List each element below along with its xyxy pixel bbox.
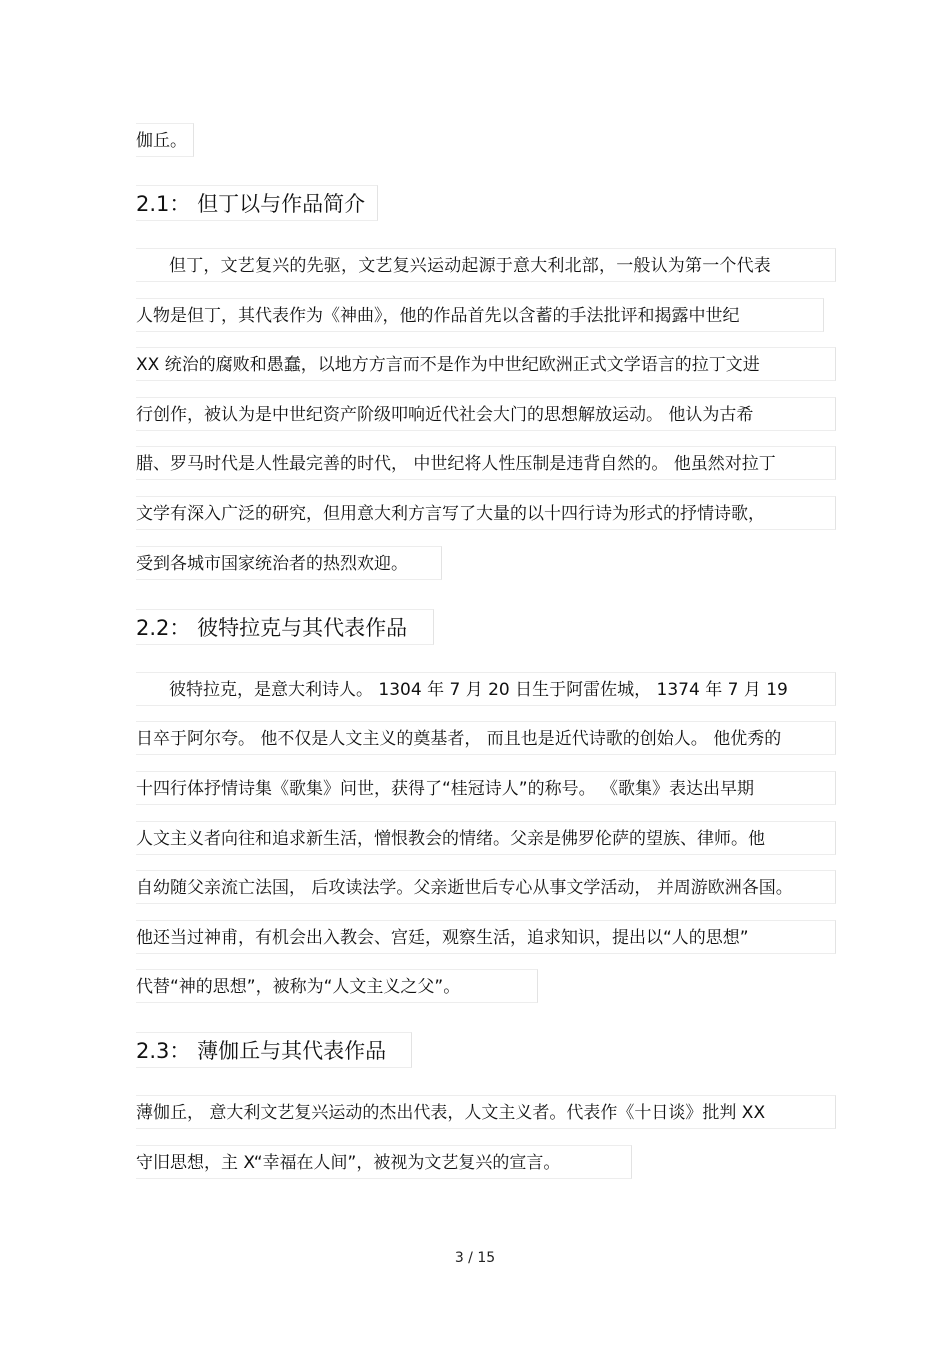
text-line: 受到各城市国家统治者的热烈欢迎。 bbox=[136, 546, 442, 580]
section-heading-2-1: 2.1： 但丁以与作品简介 bbox=[136, 185, 378, 221]
text-line: 人物是但丁，其代表作为《神曲》，他的作品首先以含蓄的手法批评和揭露中世纪 bbox=[136, 298, 824, 332]
text-line: 行创作，被认为是中世纪资产阶级叩响近代社会大门的思想解放运动。 他认为古希 bbox=[136, 397, 836, 431]
text-line: 人文主义者向往和追求新生活，憎恨教会的情绪。父亲是佛罗伦萨的望族、律师。他 bbox=[136, 821, 836, 855]
text-line: 但丁，文艺复兴的先驱，文艺复兴运动起源于意大利北部，一般认为第一个代表 bbox=[136, 248, 836, 282]
text-line: XX 统治的腐败和愚蠢，以地方方言而不是作为中世纪欧洲正式文学语言的拉丁文进 bbox=[136, 347, 836, 381]
text-line: 代替“神的思想”，被称为“人文主义之父”。 bbox=[136, 969, 538, 1003]
text-line: 腊、罗马时代是人性最完善的时代， 中世纪将人性压制是违背自然的。 他虽然对拉丁 bbox=[136, 446, 836, 480]
text-line: 自幼随父亲流亡法国， 后攻读法学。父亲逝世后专心从事文学活动， 并周游欧洲各国。 bbox=[136, 870, 836, 904]
text-line: 守旧思想，主 X“幸福在人间”，被视为文艺复兴的宣言。 bbox=[136, 1145, 632, 1179]
text-line: 薄伽丘， 意大利文艺复兴运动的杰出代表，人文主义者。代表作《十日谈》批判 XX bbox=[136, 1095, 836, 1129]
text-line: 伽丘。 bbox=[136, 123, 194, 157]
text-line: 十四行体抒情诗集《歌集》问世，获得了“桂冠诗人”的称号。 《歌集》表达出早期 bbox=[136, 771, 836, 805]
section-heading-2-2: 2.2： 彼特拉克与其代表作品 bbox=[136, 609, 434, 645]
text-line: 他还当过神甫，有机会出入教会、宫廷，观察生活，追求知识，提出以“人的思想” bbox=[136, 920, 836, 954]
section-heading-2-3: 2.3： 薄伽丘与其代表作品 bbox=[136, 1032, 412, 1068]
page-number: 3 / 15 bbox=[454, 1250, 496, 1266]
text-line: 文学有深入广泛的研究，但用意大利方言写了大量的以十四行诗为形式的抒情诗歌， bbox=[136, 496, 836, 530]
text-line: 日卒于阿尔夸。 他不仅是人文主义的奠基者， 而且也是近代诗歌的创始人。 他优秀的 bbox=[136, 721, 836, 755]
text-line: 彼特拉克，是意大利诗人。 1304 年 7 月 20 日生于阿雷佐城， 1374 年 7 月 19 bbox=[136, 672, 836, 706]
